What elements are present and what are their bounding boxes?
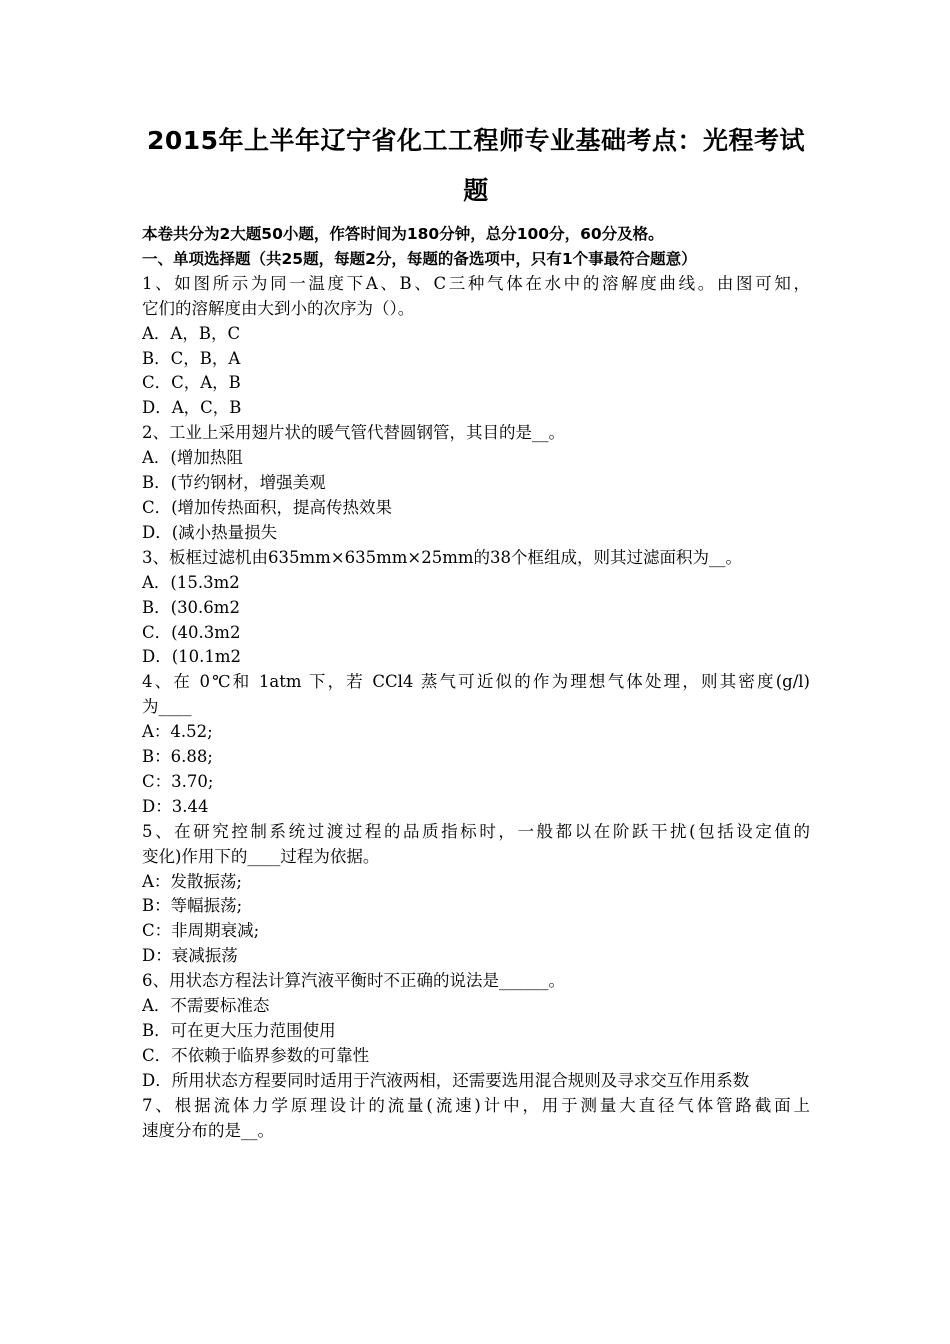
document-title: 2015年上半年辽宁省化工工程师专业基础考点：光程考试题 xyxy=(146,126,806,205)
question-stem-line: 1、如图所示为同一温度下A、B、C三种气体在水中的溶解度曲线。由图可知， xyxy=(142,273,810,293)
option-item: A．(15.3m2 xyxy=(142,572,240,592)
question-stem-line: 变化)作用下的____过程为依据。 xyxy=(142,846,380,866)
option-item: D．所用状态方程要同时适用于汽液两相，还需要选用混合规则及寻求交互作用系数 xyxy=(142,1070,750,1090)
option-item: D．(减小热量损失 xyxy=(142,522,278,542)
question-5 xyxy=(142,820,810,969)
option-item: B：6.88; xyxy=(142,747,213,767)
option-item: D．(10.1m2 xyxy=(142,647,242,667)
question-stem-line: 它们的溶解度由大到小的次序为（）。 xyxy=(142,298,415,318)
option-item: B．(节约钢材，增强美观 xyxy=(142,473,326,493)
option-item: B：等幅振荡; xyxy=(142,896,243,916)
question-2 xyxy=(142,421,810,546)
option-item: A：4.52; xyxy=(142,722,213,742)
option-item: C：3.70; xyxy=(142,771,214,791)
question-4 xyxy=(142,670,810,819)
question-stem-line: 4、在 0℃和 1atm 下，若 CCl4 蒸气可近似的作为理想气体处理，则其密度(g/l) xyxy=(142,672,810,692)
option-item: C．(增加传热面积，提高传热效果 xyxy=(142,497,393,517)
option-item: C．C，A，B xyxy=(142,373,241,393)
question-stem-line: 3、板框过滤机由635mm×635mm×25mm的38个框组成，则其过滤面积为__。 xyxy=(142,547,743,567)
question-stem-line: 7、根据流体力学原理设计的流量(流速)计中，用于测量大直径气体管路截面上 xyxy=(142,1095,810,1115)
question-stem-line: 为____ xyxy=(142,697,192,717)
option-item: A：发散振荡; xyxy=(142,871,242,891)
option-list xyxy=(142,870,810,970)
option-item: A．不需要标准态 xyxy=(142,996,270,1016)
question-stem-line: 6、用状态方程法计算汽液平衡时不正确的说法是______。 xyxy=(142,971,565,991)
exam-intro: 本卷共分为2大题50小题，作答时间为180分钟，总分100分，60分及格。 xyxy=(142,225,664,243)
option-list xyxy=(142,994,810,1094)
option-item: C．(40.3m2 xyxy=(142,622,241,642)
option-item: D：衰减振荡 xyxy=(142,946,238,966)
option-item: B．C，B，A xyxy=(142,348,241,368)
option-item: A．A，B，C xyxy=(142,323,241,343)
section-heading: 一、单项选择题（共25题，每题2分，每题的备选项中，只有1个事最符合题意） xyxy=(142,249,697,268)
question-list xyxy=(142,272,810,1144)
question-3 xyxy=(142,546,810,671)
option-item: C：非周期衰减; xyxy=(142,921,260,941)
document-body xyxy=(142,222,810,1144)
question-1 xyxy=(142,272,810,421)
option-item: D：3.44 xyxy=(142,796,209,816)
question-6 xyxy=(142,969,810,1094)
option-item: C．不依赖于临界参数的可靠性 xyxy=(142,1045,370,1065)
option-list xyxy=(142,571,810,671)
option-item: B．可在更大压力范围使用 xyxy=(142,1021,336,1040)
question-stem-line: 速度分布的是__。 xyxy=(142,1120,274,1140)
option-list xyxy=(142,322,810,422)
option-list xyxy=(142,446,810,546)
option-list xyxy=(142,720,810,820)
question-stem-line: 5、在研究控制系统过渡过程的品质指标时，一般都以在阶跃干扰(包括设定值的 xyxy=(142,821,810,841)
option-item: D．A，C，B xyxy=(142,398,242,418)
option-item: B．(30.6m2 xyxy=(142,597,240,617)
option-item: A．(增加热阻 xyxy=(142,448,243,468)
question-7 xyxy=(142,1094,810,1144)
question-stem-line: 2、工业上采用翅片状的暖气管代替圆钢管，其目的是__。 xyxy=(142,423,565,443)
